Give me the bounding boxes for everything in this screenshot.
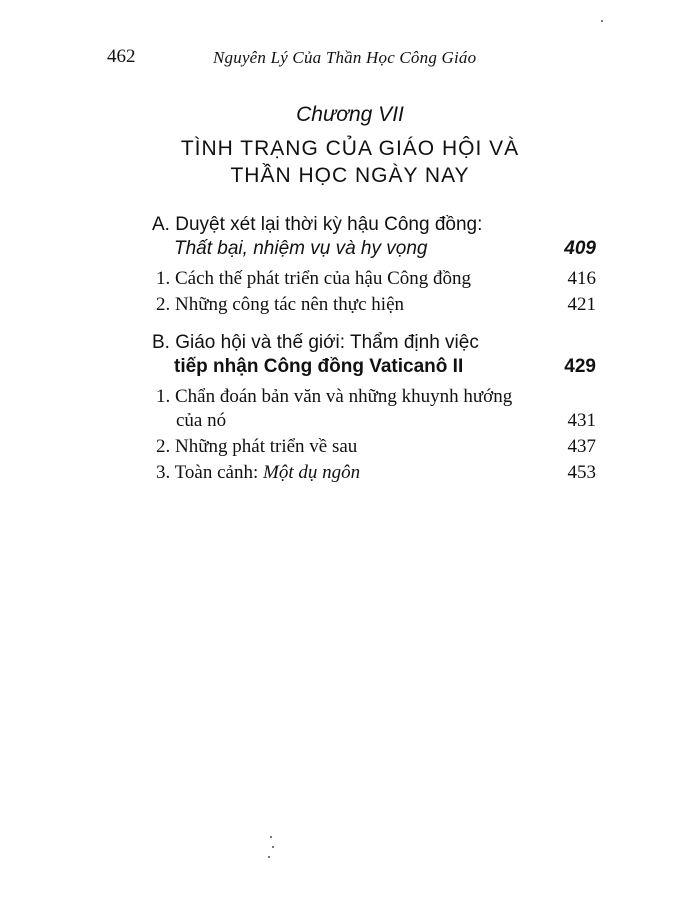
scan-speck: [270, 836, 272, 838]
section-b-subheading: tiếp nhận Công đồng Vaticanô II: [174, 356, 464, 377]
toc-item-a1-page: 416: [567, 268, 596, 289]
chapter-label: Chương VII: [296, 103, 404, 126]
toc-item-b3: [156, 462, 360, 484]
section-b-heading: B. Giáo hội và thế giới: Thẩm định việc: [152, 332, 479, 353]
chapter-title-line-1: TÌNH TRẠNG CỦA GIÁO HỘI VÀ: [180, 137, 520, 160]
section-b-page: 429: [564, 356, 596, 377]
toc-item-b1-continued: của nó: [176, 410, 227, 431]
chapter-title-line-2: THẦN HỌC NGÀY NAY: [230, 164, 470, 187]
section-a-subheading: Thất bại, nhiệm vụ và hy vọng: [174, 238, 428, 259]
toc-item-b3-prefix: 3. Toàn cảnh:: [156, 462, 264, 483]
scan-speck: [268, 856, 270, 858]
toc-item-b3-italic: Một dụ ngôn: [263, 462, 361, 483]
section-a-heading: A. Duyệt xét lại thời kỳ hậu Công đồng:: [152, 214, 483, 235]
running-title: Nguyên Lý Của Thần Học Công Giáo: [213, 48, 477, 67]
toc-item-b3-page: 453: [567, 462, 596, 483]
scan-speck: [272, 846, 274, 848]
section-a-page: 409: [564, 238, 596, 259]
toc-item-b1: 1. Chẩn đoán bản văn và những khuynh hướng: [156, 386, 513, 407]
page-number: 462: [107, 46, 136, 67]
scan-speck: [601, 20, 603, 22]
toc-item-b2: 2. Những phát triển về sau: [156, 436, 358, 457]
toc-item-a1: 1. Cách thế phát triển của hậu Công đồng: [156, 268, 472, 289]
toc-item-a2: 2. Những công tác nên thực hiện: [156, 294, 405, 315]
toc-item-b2-page: 437: [567, 436, 596, 457]
toc-item-a2-page: 421: [567, 294, 596, 315]
toc-item-b1-page: 431: [567, 410, 596, 431]
